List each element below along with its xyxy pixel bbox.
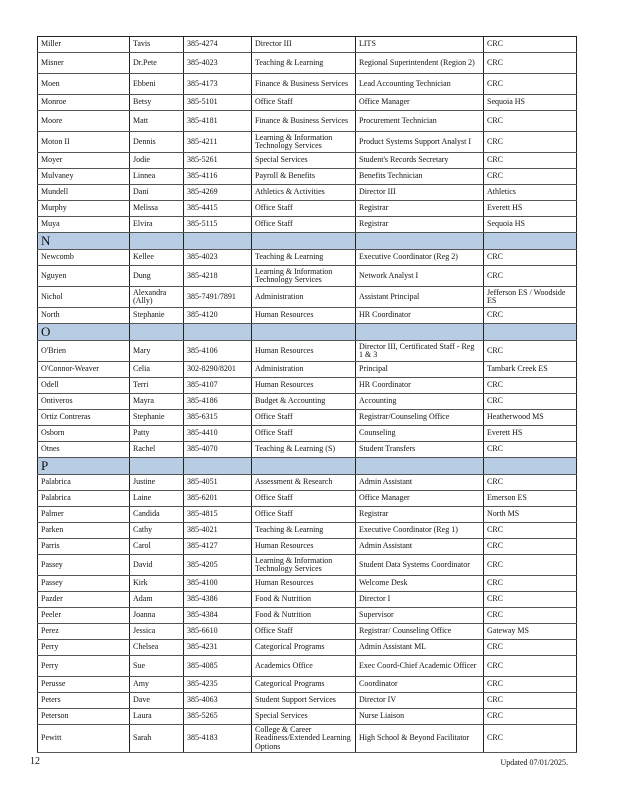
- title-cell: Director I: [356, 592, 484, 608]
- title-cell: Registrar: [356, 201, 484, 217]
- section-letter: P: [38, 458, 130, 475]
- location-cell: Athletics: [484, 185, 577, 201]
- phone-cell: 385-4384: [184, 608, 252, 624]
- title-cell: Student Data Systems Coordinator: [356, 555, 484, 576]
- location-cell: CRC: [484, 37, 577, 53]
- last-name-cell: Passey: [38, 555, 130, 576]
- first-name-cell: Justine: [130, 475, 184, 491]
- phone-cell: 385-4218: [184, 266, 252, 287]
- department-cell: Learning & Information Technology Services: [252, 555, 356, 576]
- department-cell: Office Staff: [252, 624, 356, 640]
- first-name-cell: Dave: [130, 693, 184, 709]
- department-cell: Budget & Accounting: [252, 394, 356, 410]
- directory-row: [38, 53, 577, 74]
- title-cell: Student's Records Secretary: [356, 153, 484, 169]
- department-cell: Teaching & Learning (S): [252, 442, 356, 458]
- department-cell: Director III: [252, 37, 356, 53]
- phone-cell: 385-5115: [184, 217, 252, 233]
- location-cell: CRC: [484, 442, 577, 458]
- location-cell: CRC: [484, 132, 577, 153]
- title-cell: Director III, Certificated Staff - Reg 1 & 3: [356, 341, 484, 362]
- location-cell: CRC: [484, 592, 577, 608]
- department-cell: Office Staff: [252, 410, 356, 426]
- department-cell: Academics Office: [252, 656, 356, 677]
- phone-cell: 385-4231: [184, 640, 252, 656]
- last-name-cell: Palmer: [38, 507, 130, 523]
- phone-cell: 385-4173: [184, 74, 252, 95]
- department-cell: Finance & Business Services: [252, 111, 356, 132]
- location-cell: Everett HS: [484, 426, 577, 442]
- last-name-cell: Passey: [38, 576, 130, 592]
- first-name-cell: Cathy: [130, 523, 184, 539]
- first-name-cell: Rachel: [130, 442, 184, 458]
- section-blank-cell: [130, 458, 184, 475]
- phone-cell: 385-4023: [184, 250, 252, 266]
- directory-row: [38, 266, 577, 287]
- first-name-cell: David: [130, 555, 184, 576]
- first-name-cell: Celia: [130, 362, 184, 378]
- section-blank-cell: [252, 458, 356, 475]
- location-cell: North MS: [484, 507, 577, 523]
- last-name-cell: Peeler: [38, 608, 130, 624]
- title-cell: Admin Assistant: [356, 475, 484, 491]
- directory-row: [38, 640, 577, 656]
- directory-row: [38, 539, 577, 555]
- directory-row: [38, 491, 577, 507]
- location-cell: Tambark Creek ES: [484, 362, 577, 378]
- last-name-cell: Odell: [38, 378, 130, 394]
- section-blank-cell: [130, 324, 184, 341]
- first-name-cell: Linnea: [130, 169, 184, 185]
- first-name-cell: Jessica: [130, 624, 184, 640]
- directory-row: [38, 185, 577, 201]
- last-name-cell: Mundell: [38, 185, 130, 201]
- first-name-cell: Mayra: [130, 394, 184, 410]
- location-cell: CRC: [484, 475, 577, 491]
- directory-row: [38, 362, 577, 378]
- department-cell: Human Resources: [252, 341, 356, 362]
- department-cell: Special Services: [252, 153, 356, 169]
- last-name-cell: North: [38, 308, 130, 324]
- first-name-cell: Betsy: [130, 95, 184, 111]
- title-cell: Executive Coordinator (Reg 2): [356, 250, 484, 266]
- title-cell: Director IV: [356, 693, 484, 709]
- title-cell: Director III: [356, 185, 484, 201]
- first-name-cell: Stephanie: [130, 410, 184, 426]
- department-cell: Teaching & Learning: [252, 523, 356, 539]
- department-cell: Categorical Programs: [252, 640, 356, 656]
- last-name-cell: Osborn: [38, 426, 130, 442]
- updated-date: Updated 07/01/2025.: [500, 758, 568, 767]
- directory-row: [38, 378, 577, 394]
- first-name-cell: Melissa: [130, 201, 184, 217]
- first-name-cell: Ebbeni: [130, 74, 184, 95]
- directory-row: [38, 308, 577, 324]
- staff-directory-table: [37, 36, 577, 753]
- first-name-cell: Mary: [130, 341, 184, 362]
- title-cell: Procurement Technician: [356, 111, 484, 132]
- directory-row: [38, 250, 577, 266]
- phone-cell: 385-6610: [184, 624, 252, 640]
- last-name-cell: Ontiveros: [38, 394, 130, 410]
- phone-cell: 385-4021: [184, 523, 252, 539]
- title-cell: Principal: [356, 362, 484, 378]
- last-name-cell: Nguyen: [38, 266, 130, 287]
- department-cell: Teaching & Learning: [252, 53, 356, 74]
- phone-cell: 385-4410: [184, 426, 252, 442]
- phone-cell: 385-4107: [184, 378, 252, 394]
- directory-row: [38, 442, 577, 458]
- title-cell: Assistant Principal: [356, 287, 484, 308]
- department-cell: Payroll & Benefits: [252, 169, 356, 185]
- phone-cell: 385-6315: [184, 410, 252, 426]
- directory-row: [38, 608, 577, 624]
- location-cell: CRC: [484, 523, 577, 539]
- first-name-cell: Carol: [130, 539, 184, 555]
- phone-cell: 385-5261: [184, 153, 252, 169]
- phone-cell: 385-5265: [184, 709, 252, 725]
- location-cell: CRC: [484, 111, 577, 132]
- directory-row: [38, 169, 577, 185]
- department-cell: Office Staff: [252, 507, 356, 523]
- directory-row: [38, 592, 577, 608]
- department-cell: Office Staff: [252, 95, 356, 111]
- last-name-cell: O'Connor-Weaver: [38, 362, 130, 378]
- department-cell: Special Services: [252, 709, 356, 725]
- last-name-cell: Newcomb: [38, 250, 130, 266]
- phone-cell: 385-5101: [184, 95, 252, 111]
- phone-cell: 385-4269: [184, 185, 252, 201]
- location-cell: CRC: [484, 693, 577, 709]
- location-cell: Sequoia HS: [484, 217, 577, 233]
- last-name-cell: Murphy: [38, 201, 130, 217]
- first-name-cell: Candida: [130, 507, 184, 523]
- last-name-cell: Palabrica: [38, 491, 130, 507]
- location-cell: Emerson ES: [484, 491, 577, 507]
- title-cell: Registrar/ Counseling Office: [356, 624, 484, 640]
- phone-cell: 385-4274: [184, 37, 252, 53]
- location-cell: CRC: [484, 394, 577, 410]
- directory-row: [38, 74, 577, 95]
- phone-cell: 385-4127: [184, 539, 252, 555]
- last-name-cell: Perry: [38, 640, 130, 656]
- title-cell: HR Coordinator: [356, 378, 484, 394]
- first-name-cell: Amy: [130, 677, 184, 693]
- first-name-cell: Jodie: [130, 153, 184, 169]
- directory-row: [38, 576, 577, 592]
- directory-row: [38, 475, 577, 491]
- section-letter: N: [38, 233, 130, 250]
- directory-row: [38, 426, 577, 442]
- phone-cell: 302-8290/8201: [184, 362, 252, 378]
- section-letter: O: [38, 324, 130, 341]
- first-name-cell: Stephanie: [130, 308, 184, 324]
- title-cell: Office Manager: [356, 491, 484, 507]
- location-cell: CRC: [484, 725, 577, 753]
- location-cell: Everett HS: [484, 201, 577, 217]
- directory-row: [38, 95, 577, 111]
- first-name-cell: Tavis: [130, 37, 184, 53]
- first-name-cell: Chelsea: [130, 640, 184, 656]
- department-cell: Human Resources: [252, 378, 356, 394]
- section-blank-cell: [184, 324, 252, 341]
- section-blank-cell: [184, 458, 252, 475]
- last-name-cell: Peters: [38, 693, 130, 709]
- title-cell: Benefits Technician: [356, 169, 484, 185]
- location-cell: CRC: [484, 677, 577, 693]
- last-name-cell: Pazder: [38, 592, 130, 608]
- directory-row: [38, 624, 577, 640]
- last-name-cell: Peterson: [38, 709, 130, 725]
- page-number: 12: [30, 756, 40, 767]
- location-cell: CRC: [484, 308, 577, 324]
- phone-cell: 385-4815: [184, 507, 252, 523]
- title-cell: Registrar: [356, 507, 484, 523]
- last-name-cell: Otnes: [38, 442, 130, 458]
- title-cell: Student Transfers: [356, 442, 484, 458]
- last-name-cell: Perusse: [38, 677, 130, 693]
- phone-cell: 385-4070: [184, 442, 252, 458]
- location-cell: CRC: [484, 378, 577, 394]
- phone-cell: 385-4120: [184, 308, 252, 324]
- first-name-cell: Laura: [130, 709, 184, 725]
- first-name-cell: Elvira: [130, 217, 184, 233]
- department-cell: Student Support Services: [252, 693, 356, 709]
- section-blank-cell: [356, 458, 484, 475]
- last-name-cell: Moyer: [38, 153, 130, 169]
- department-cell: Categorical Programs: [252, 677, 356, 693]
- location-cell: CRC: [484, 250, 577, 266]
- title-cell: Executive Coordinator (Reg 1): [356, 523, 484, 539]
- department-cell: Office Staff: [252, 217, 356, 233]
- last-name-cell: Pewitt: [38, 725, 130, 753]
- last-name-cell: Moen: [38, 74, 130, 95]
- phone-cell: 385-6201: [184, 491, 252, 507]
- first-name-cell: Kellee: [130, 250, 184, 266]
- department-cell: Athletics & Activities: [252, 185, 356, 201]
- last-name-cell: Perez: [38, 624, 130, 640]
- directory-row: [38, 555, 577, 576]
- department-cell: Teaching & Learning: [252, 250, 356, 266]
- directory-row: [38, 132, 577, 153]
- directory-row: [38, 341, 577, 362]
- directory-row: [38, 111, 577, 132]
- last-name-cell: Muya: [38, 217, 130, 233]
- title-cell: Counseling: [356, 426, 484, 442]
- phone-cell: 385-4051: [184, 475, 252, 491]
- section-letter-row: [38, 458, 577, 475]
- phone-cell: 385-4085: [184, 656, 252, 677]
- phone-cell: 385-7491/7891: [184, 287, 252, 308]
- location-cell: CRC: [484, 608, 577, 624]
- last-name-cell: Moore: [38, 111, 130, 132]
- phone-cell: 385-4106: [184, 341, 252, 362]
- section-blank-cell: [356, 324, 484, 341]
- title-cell: Admin Assistant ML: [356, 640, 484, 656]
- title-cell: High School & Beyond Facilitator: [356, 725, 484, 753]
- location-cell: CRC: [484, 709, 577, 725]
- phone-cell: 385-4211: [184, 132, 252, 153]
- directory-row: [38, 693, 577, 709]
- title-cell: Network Analyst I: [356, 266, 484, 287]
- department-cell: Office Staff: [252, 491, 356, 507]
- location-cell: Sequoia HS: [484, 95, 577, 111]
- title-cell: Admin Assistant: [356, 539, 484, 555]
- last-name-cell: Mulvaney: [38, 169, 130, 185]
- first-name-cell: Patty: [130, 426, 184, 442]
- location-cell: CRC: [484, 576, 577, 592]
- section-letter-row: [38, 233, 577, 250]
- section-blank-cell: [252, 324, 356, 341]
- location-cell: Gateway MS: [484, 624, 577, 640]
- section-blank-cell: [484, 324, 577, 341]
- location-cell: CRC: [484, 74, 577, 95]
- department-cell: College & Career Readiness/Extended Learning Options: [252, 725, 356, 753]
- last-name-cell: Perry: [38, 656, 130, 677]
- first-name-cell: Kirk: [130, 576, 184, 592]
- title-cell: HR Coordinator: [356, 308, 484, 324]
- location-cell: Jefferson ES / Woodside ES: [484, 287, 577, 308]
- directory-row: [38, 523, 577, 539]
- department-cell: Learning & Information Technology Services: [252, 266, 356, 287]
- last-name-cell: Parris: [38, 539, 130, 555]
- first-name-cell: Joanna: [130, 608, 184, 624]
- directory-row: [38, 507, 577, 523]
- location-cell: CRC: [484, 656, 577, 677]
- last-name-cell: Parken: [38, 523, 130, 539]
- first-name-cell: Sarah: [130, 725, 184, 753]
- first-name-cell: Laine: [130, 491, 184, 507]
- title-cell: Product Systems Support Analyst I: [356, 132, 484, 153]
- location-cell: CRC: [484, 153, 577, 169]
- first-name-cell: Matt: [130, 111, 184, 132]
- section-blank-cell: [484, 458, 577, 475]
- directory-row: [38, 287, 577, 308]
- first-name-cell: Dennis: [130, 132, 184, 153]
- first-name-cell: Alexandra (Ally): [130, 287, 184, 308]
- location-cell: CRC: [484, 266, 577, 287]
- title-cell: Supervisor: [356, 608, 484, 624]
- department-cell: Office Staff: [252, 426, 356, 442]
- directory-row: [38, 709, 577, 725]
- section-blank-cell: [130, 233, 184, 250]
- last-name-cell: Moton II: [38, 132, 130, 153]
- last-name-cell: Ortiz Contreras: [38, 410, 130, 426]
- department-cell: Food & Nutrition: [252, 592, 356, 608]
- directory-row: [38, 410, 577, 426]
- last-name-cell: Misner: [38, 53, 130, 74]
- directory-row: [38, 677, 577, 693]
- department-cell: Assessment & Research: [252, 475, 356, 491]
- directory-row: [38, 656, 577, 677]
- section-blank-cell: [252, 233, 356, 250]
- phone-cell: 385-4183: [184, 725, 252, 753]
- location-cell: CRC: [484, 53, 577, 74]
- section-blank-cell: [356, 233, 484, 250]
- phone-cell: 385-4186: [184, 394, 252, 410]
- phone-cell: 385-4063: [184, 693, 252, 709]
- title-cell: Lead Accounting Technician: [356, 74, 484, 95]
- title-cell: Registrar/Counseling Office: [356, 410, 484, 426]
- department-cell: Human Resources: [252, 576, 356, 592]
- phone-cell: 385-4235: [184, 677, 252, 693]
- first-name-cell: Sue: [130, 656, 184, 677]
- title-cell: Accounting: [356, 394, 484, 410]
- last-name-cell: O'Brien: [38, 341, 130, 362]
- last-name-cell: Miller: [38, 37, 130, 53]
- phone-cell: 385-4386: [184, 592, 252, 608]
- title-cell: Registrar: [356, 217, 484, 233]
- location-cell: CRC: [484, 169, 577, 185]
- directory-row: [38, 37, 577, 53]
- section-blank-cell: [184, 233, 252, 250]
- department-cell: Human Resources: [252, 308, 356, 324]
- title-cell: Regional Superintendent (Region 2): [356, 53, 484, 74]
- directory-row: [38, 394, 577, 410]
- first-name-cell: Dung: [130, 266, 184, 287]
- department-cell: Administration: [252, 362, 356, 378]
- title-cell: Welcome Desk: [356, 576, 484, 592]
- title-cell: Nurse Liaison: [356, 709, 484, 725]
- title-cell: Coordinator: [356, 677, 484, 693]
- department-cell: Finance & Business Services: [252, 74, 356, 95]
- location-cell: CRC: [484, 555, 577, 576]
- last-name-cell: Palabrica: [38, 475, 130, 491]
- first-name-cell: Terri: [130, 378, 184, 394]
- department-cell: Learning & Information Technology Services: [252, 132, 356, 153]
- directory-row: [38, 201, 577, 217]
- department-cell: Human Resources: [252, 539, 356, 555]
- location-cell: CRC: [484, 341, 577, 362]
- phone-cell: 385-4205: [184, 555, 252, 576]
- phone-cell: 385-4415: [184, 201, 252, 217]
- location-cell: CRC: [484, 539, 577, 555]
- location-cell: Heatherwood MS: [484, 410, 577, 426]
- directory-row: [38, 725, 577, 753]
- first-name-cell: Dani: [130, 185, 184, 201]
- department-cell: Administration: [252, 287, 356, 308]
- last-name-cell: Nichol: [38, 287, 130, 308]
- first-name-cell: Dr.Pete: [130, 53, 184, 74]
- section-letter-row: [38, 324, 577, 341]
- directory-row: [38, 153, 577, 169]
- phone-cell: 385-4181: [184, 111, 252, 132]
- phone-cell: 385-4116: [184, 169, 252, 185]
- department-cell: Food & Nutrition: [252, 608, 356, 624]
- title-cell: Office Manager: [356, 95, 484, 111]
- first-name-cell: Adam: [130, 592, 184, 608]
- section-blank-cell: [484, 233, 577, 250]
- location-cell: CRC: [484, 640, 577, 656]
- directory-row: [38, 217, 577, 233]
- phone-cell: 385-4023: [184, 53, 252, 74]
- title-cell: Exec Coord-Chief Academic Officer: [356, 656, 484, 677]
- title-cell: LITS: [356, 37, 484, 53]
- department-cell: Office Staff: [252, 201, 356, 217]
- last-name-cell: Monroe: [38, 95, 130, 111]
- phone-cell: 385-4100: [184, 576, 252, 592]
